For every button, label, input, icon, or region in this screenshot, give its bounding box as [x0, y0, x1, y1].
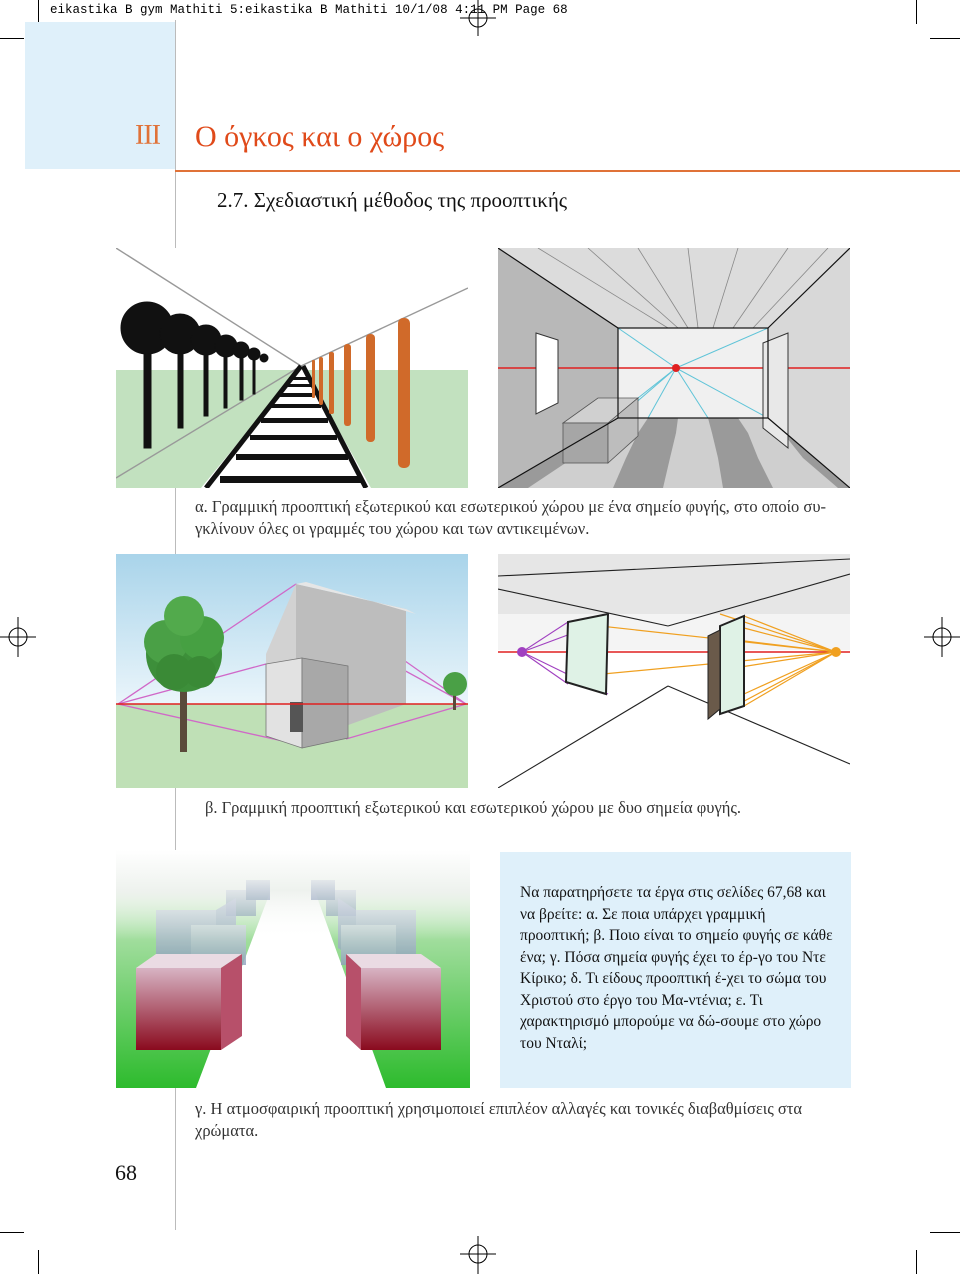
- crop-mark-icon: [930, 1232, 960, 1233]
- figure-atmospheric-perspective: [116, 850, 470, 1088]
- page-number: 68: [115, 1160, 137, 1185]
- chapter-title: Ο όγκος και ο χώρος: [195, 120, 445, 153]
- crop-mark-icon: [0, 1232, 24, 1233]
- figure-corridor-two-point: [498, 554, 850, 788]
- crop-mark-icon: [0, 38, 24, 39]
- registration-mark-icon: [458, 0, 498, 40]
- crop-mark-icon: [916, 1250, 917, 1274]
- exercise-note-box: [500, 852, 851, 1088]
- crop-mark-icon: [38, 0, 39, 24]
- caption-a: α. Γραμμική προοπτική εξωτερικού και εσωτερικού χώρου με ένα σημείο φυγής, στο οποίο συ- γκλίνουν όλες οι γραμμές του χώρου και των αντικειμένων.: [195, 497, 826, 538]
- crop-mark-icon: [930, 38, 960, 39]
- figure-house-two-point: [116, 554, 468, 788]
- header-rule: [175, 170, 960, 172]
- crop-mark-icon: [38, 1250, 39, 1274]
- exercise-note-text: Να παρατηρήσετε τα έργα στις σελίδες 67,68 και να βρείτε: α. Σε ποια υπάρχει γραμμική προοπτική; β. Ποιο είναι το σημείο φυγής σε κάθε ένα; γ. Πόσα σημεία φυγής έχει το έρ-γο του Ντε Κίρικο; δ. Τι είδους προοπτική έ-χει το σώμα του Χριστού στο έργο του Μα-ντένια; ε. Τι χαρακτηρισμό μπορούμε να δώ-σουμε στο χώρο του Νταλί;: [520, 884, 833, 1052]
- caption-b: β. Γραμμική προοπτική εξωτερικού και εσωτερικού χώρου με δυο σημεία φυγής.: [205, 798, 742, 817]
- section-title: 2.7. Σχεδιαστική μέθοδος της προοπτικής: [217, 188, 568, 212]
- figure-railway-one-point: [116, 248, 468, 488]
- registration-mark-icon: [458, 1234, 498, 1274]
- figure-room-one-point: [498, 248, 850, 488]
- registration-mark-icon: [0, 617, 36, 657]
- registration-mark-icon: [924, 617, 960, 657]
- printer-slug: eikastika B gym Mathiti 5:eikastika B Mathiti 10/1/08 4:11 PM Page 68: [50, 3, 568, 17]
- crop-mark-icon: [916, 0, 917, 24]
- chapter-number: ΙΙΙ: [135, 120, 160, 151]
- caption-c: γ. Η ατμοσφαιρική προοπτική χρησιμοποιεί επιπλέον αλλαγές και τονικές διαβαθμίσεις στα χρώματα.: [195, 1099, 803, 1140]
